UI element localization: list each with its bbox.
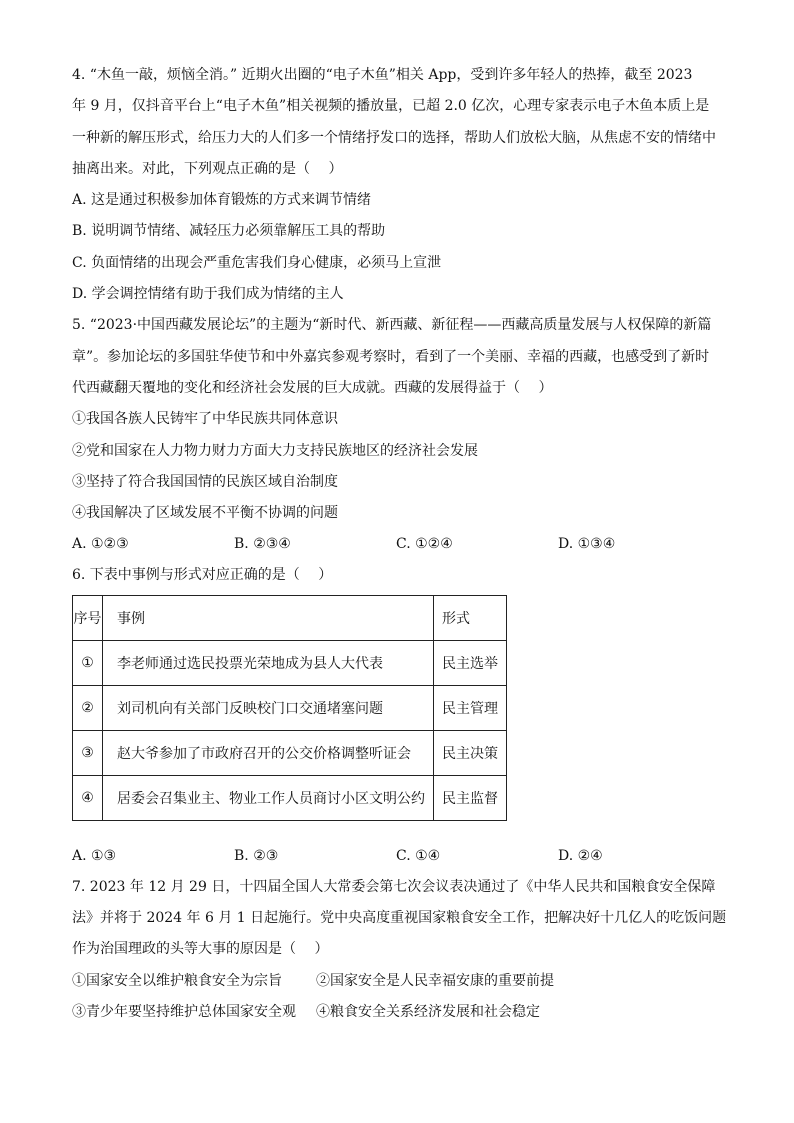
row-example: 居委会召集业主、物业工作人员商讨小区文明公约 bbox=[103, 775, 434, 820]
table-row bbox=[73, 685, 507, 730]
question-5-statement-1: ①我国各族人民铸牢了中华民族共同体意识 bbox=[72, 411, 338, 428]
table-row bbox=[73, 730, 507, 775]
row-example: 刘司机向有关部门反映校门口交通堵塞问题 bbox=[103, 685, 434, 730]
question-7 bbox=[72, 872, 727, 1028]
question-4-stem-line: 一种新的解压形式，给压力大的人们多一个情绪抒发口的选择，帮助人们放松大脑，从焦虑不安的情绪中 bbox=[72, 129, 716, 146]
row-form: 民主决策 bbox=[434, 730, 507, 775]
question-7-statement-4: ④粮食安全关系经济发展和社会稳定 bbox=[316, 1003, 540, 1020]
row-form: 民主管理 bbox=[434, 685, 507, 730]
question-7-statement-row bbox=[72, 997, 722, 1028]
table-row bbox=[73, 640, 507, 685]
question-4-option-c: C. 负面情绪的出现会严重危害我们身心健康，必须马上宣泄 bbox=[72, 254, 442, 271]
question-4-option-d: D. 学会调控情绪有助于我们成为情绪的主人 bbox=[72, 286, 344, 303]
question-4-option-b: B. 说明调节情绪、减轻压力必须靠解压工具的帮助 bbox=[72, 223, 386, 240]
question-5-stem-line: 代西藏翻天覆地的变化和经济社会发展的巨大成就。西藏的发展得益于（ ） bbox=[72, 379, 553, 396]
row-index: ④ bbox=[73, 775, 103, 820]
header-index: 序号 bbox=[73, 595, 103, 640]
table-row bbox=[73, 775, 507, 820]
question-6-choice-b: B. ②③ bbox=[234, 847, 279, 864]
row-index: ② bbox=[73, 685, 103, 730]
question-7-statement-row bbox=[72, 966, 722, 997]
question-7-stem-line: 7. 2023 年 12 月 29 日，十四届全国人大常委会第七次会议表决通过了《中华人民共和国粮食安全保障 bbox=[72, 878, 716, 895]
question-6-choices bbox=[72, 841, 722, 872]
question-4-option-a: A. 这是通过积极参加体育锻炼的方式来调节情绪 bbox=[72, 192, 372, 209]
row-example: 赵大爷参加了市政府召开的公交价格调整听证会 bbox=[103, 730, 434, 775]
question-7-statement-1: ①国家安全以维护粮食安全为宗旨 bbox=[72, 972, 282, 989]
question-7-statement-2: ②国家安全是人民幸福安康的重要前提 bbox=[316, 972, 554, 989]
question-5-statement-4: ④我国解决了区域发展不平衡不协调的问题 bbox=[72, 505, 338, 522]
question-6-choice-d: D. ②④ bbox=[558, 847, 603, 864]
question-5 bbox=[72, 310, 722, 560]
header-form: 形式 bbox=[434, 595, 507, 640]
question-6-stem: 6. 下表中事例与形式对应正确的是（ ） bbox=[72, 567, 333, 584]
question-4-stem-line: 4. “木鱼一敲，烦恼全消。” 近期火出圈的“电子木鱼”相关 App，受到许多年轻人的热捧，截至 2023 bbox=[72, 67, 693, 83]
question-7-stem-line: 作为治国理政的头等大事的原因是（ ） bbox=[72, 941, 329, 958]
question-6 bbox=[72, 560, 722, 871]
spacer bbox=[72, 821, 722, 841]
table-header-row bbox=[73, 595, 507, 640]
question-5-choice-c: C. ①②④ bbox=[396, 536, 453, 553]
question-7-statement-3: ③青少年要坚持维护总体国家安全观 bbox=[72, 1003, 296, 1020]
question-6-choice-c: C. ①④ bbox=[396, 847, 441, 864]
question-5-choice-d: D. ①③④ bbox=[558, 536, 616, 553]
question-5-statement-2: ②党和国家在人力物力财力方面大力支持民族地区的经济社会发展 bbox=[72, 442, 478, 459]
header-example: 事例 bbox=[103, 595, 434, 640]
question-7-stem-line: 法》并将于 2024 年 6 月 1 日起施行。党中央高度重视国家粮食安全工作，把解决好十几亿人的吃饭问题 bbox=[72, 910, 727, 927]
row-index: ① bbox=[73, 640, 103, 685]
question-4 bbox=[72, 60, 722, 310]
row-form: 民主选举 bbox=[434, 640, 507, 685]
question-5-choice-b: B. ②③④ bbox=[234, 536, 291, 553]
question-4-stem-line: 抽离出来。对此，下列观点正确的是（ ） bbox=[72, 160, 343, 177]
question-6-choice-a: A. ①③ bbox=[72, 847, 117, 864]
question-5-choices bbox=[72, 529, 722, 560]
question-5-stem-line: 5. “2023·中国西藏发展论坛”的主题为“新时代、新西藏、新征程——西藏高质量发展与人权保障的新篇 bbox=[72, 317, 712, 334]
row-form: 民主监督 bbox=[434, 775, 507, 820]
row-example: 李老师通过选民投票光荣地成为县人大代表 bbox=[103, 640, 434, 685]
question-4-stem-line: 年 9 月，仅抖音平台上“电子木鱼”相关视频的播放量，已超 2.0 亿次，心理专家表示电子木鱼本质上是 bbox=[72, 98, 710, 115]
question-5-stem-line: 章”。参加论坛的多国驻华使节和中外嘉宾参观考察时，看到了一个美丽、幸福的西藏，也感受到了新时 bbox=[72, 348, 710, 365]
question-5-choice-a: A. ①②③ bbox=[72, 536, 129, 553]
question-5-statement-3: ③坚持了符合我国国情的民族区域自治制度 bbox=[72, 473, 338, 490]
exam-page bbox=[72, 60, 727, 1028]
row-index: ③ bbox=[73, 730, 103, 775]
question-6-table bbox=[72, 595, 507, 821]
